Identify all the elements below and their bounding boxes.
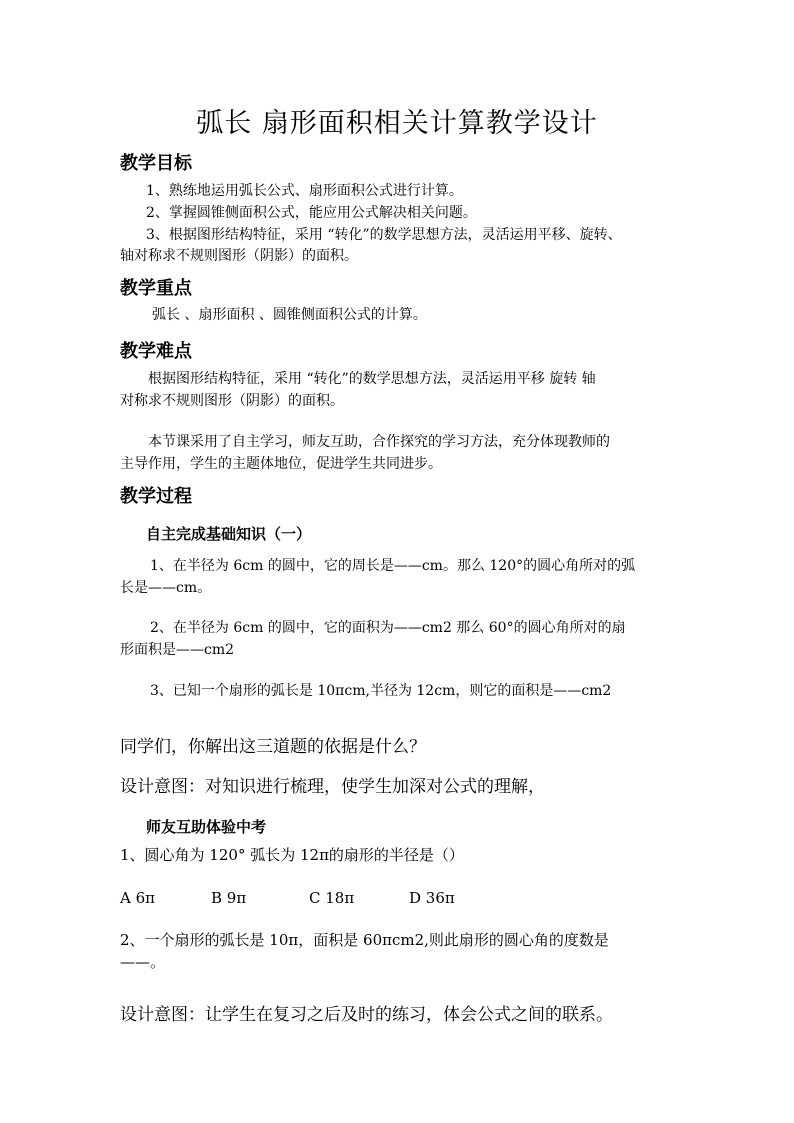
part2-intent: 设计意图：让学生在复习之后及时的练习，体会公式之间的联系。 <box>120 1005 613 1025</box>
key-points-text: 弧长 、扇形面积 、圆锥侧面积公式的计算。 <box>152 307 427 323</box>
part1-q1-line-2: 长是——cm。 <box>120 580 212 596</box>
part2-q2-line-1: 2、一个扇形的弧长是 10π，面积是 60πcm2,则此扇形的圆心角的度数是 <box>120 931 609 949</box>
difficulties-heading: 教学难点 <box>120 341 192 362</box>
part1-heading: 自主完成基础知识（一） <box>146 525 312 543</box>
part1-q2-line-1: 2、在半径为 6cm 的圆中，它的面积为——cm2 那么 60°的圆心角所对的扇 <box>150 620 626 636</box>
part2-q1: 1、圆心角为 120° 弧长为 12π的扇形的半径是（） <box>120 846 464 864</box>
difficulties-line-2: 对称求不规则图形（阴影）的面积。 <box>120 393 344 409</box>
method-line-1: 本节课采用了自主学习，师友互助，合作探究的学习方法，充分体现教师的 <box>148 434 610 450</box>
option-b: B 9π <box>211 889 247 907</box>
difficulties-line-1: 根据图形结构特征，采用 “转化”的数学思想方法，灵活运用平移 旋转 轴 <box>148 371 596 387</box>
part1-ask: 同学们，你解出这三道题的依据是什么？ <box>120 737 426 757</box>
goal-item-1: 1、熟练地运用弧长公式、扇形面积公式进行计算。 <box>146 183 463 199</box>
goal-item-3-cont: 轴对称求不规则图形（阴影）的面积。 <box>120 248 358 264</box>
goal-item-3: 3、根据图形结构特征，采用 “转化”的数学思想方法，灵活运用平移、旋转、 <box>146 227 622 243</box>
part2-q2-line-2: ——。 <box>120 953 166 971</box>
key-points-heading: 教学重点 <box>120 278 192 299</box>
process-heading: 教学过程 <box>120 486 192 507</box>
part1-q2-line-2: 形面积是——cm2 <box>120 642 235 658</box>
option-c: C 18π <box>309 889 355 907</box>
goal-item-2: 2、掌握圆锥侧面积公式，能应用公式解决相关问题。 <box>146 205 477 221</box>
method-line-2: 主导作用，学生的主题体地位，促进学生共同进步。 <box>120 456 442 472</box>
part1-intent: 设计意图：对知识进行梳理，使学生加深对公式的理解， <box>120 777 545 797</box>
option-d: D 36π <box>409 889 455 907</box>
part1-q3: 3、已知一个扇形的弧长是 10πcm,半径为 12cm，则它的面积是——cm2 <box>150 683 612 699</box>
part1-q1-line-1: 1、在半径为 6cm 的圆中，它的周长是——cm。那么 120°的圆心角所对的弧 <box>150 558 636 574</box>
goals-heading: 教学目标 <box>120 153 192 174</box>
page-title: 弧长 扇形面积相关计算教学设计 <box>196 108 598 139</box>
option-a: A 6π <box>120 889 156 907</box>
part2-heading: 师友互助体验中考 <box>146 818 267 836</box>
